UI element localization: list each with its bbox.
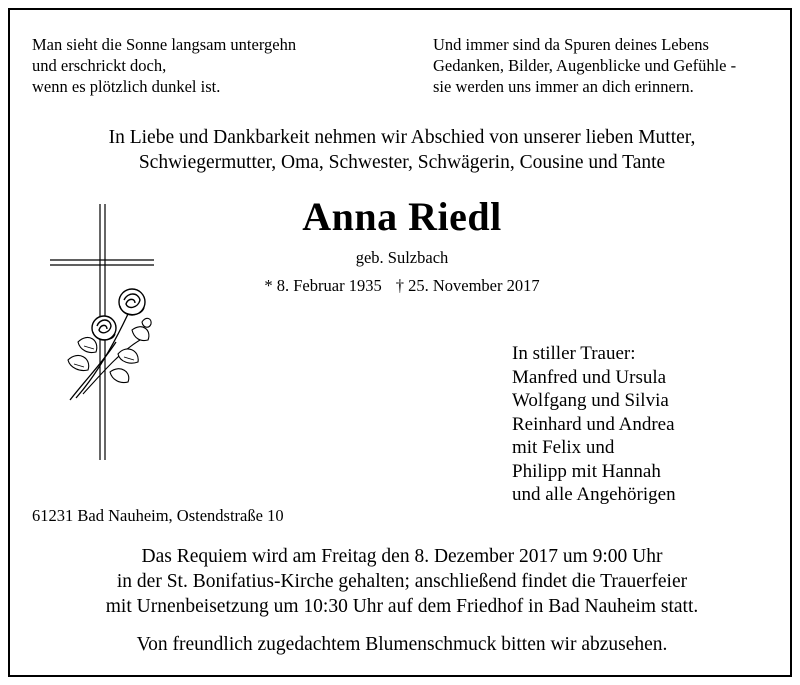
mourners-line: mit Felix und (512, 437, 615, 458)
cross-with-roses-icon (48, 202, 158, 462)
birth-date: * 8. Februar 1935 (264, 276, 382, 295)
service-line: in der St. Bonifatius-Kirche gehalten; anschließend findet die Trauerfeier (116, 571, 688, 592)
service-info (10, 544, 794, 619)
mourners-line: Philipp mit Hannah (512, 460, 661, 482)
intro-text (10, 125, 794, 175)
intro-line: In Liebe und Dankbarkeit nehmen wir Abschied von unserer lieben Mutter, (108, 127, 696, 148)
verse-right-line: Und immer sind da Spuren deines Lebens (433, 35, 709, 54)
verse-left (32, 34, 296, 97)
intro-line: Schwiegermutter, Oma, Schwester, Schwägerin, Cousine und Tante (138, 152, 666, 173)
mourners-line: Reinhard und Andrea (512, 413, 675, 435)
flowers-note: Von freundlich zugedachtem Blumenschmuck bitten wir abzusehen. (136, 634, 668, 655)
address: 61231 Bad Nauheim, Ostendstraße 10 (32, 506, 284, 525)
mourners-line: In stiller Trauer: (512, 343, 636, 364)
mourners-line: Manfred und Ursula (512, 366, 667, 388)
mourners-line: und alle Angehörigen (512, 484, 676, 505)
verse-left-line: Man sieht die Sonne langsam untergehn (32, 35, 297, 54)
obituary-notice (8, 8, 792, 677)
service-line: Das Requiem wird am Freitag den 8. Dezember 2017 um 9:00 Uhr (141, 546, 663, 567)
verse-right-line: Gedanken, Bilder, Augenblicke und Gefühle - (433, 56, 737, 75)
deceased-name: Anna Riedl (302, 194, 502, 239)
service-line: mit Urnenbeisetzung um 10:30 Uhr auf dem Friedhof in Bad Nauheim statt. (105, 596, 699, 617)
maiden-name: geb. Sulzbach (355, 248, 449, 267)
mourners-list (512, 342, 676, 507)
verse-left-line: und erschrickt doch, (32, 56, 167, 75)
verse-right-line: sie werden uns immer an dich erinnern. (433, 77, 694, 96)
mourners-line: Wolfgang und Silvia (512, 390, 669, 411)
death-date: † 25. November 2017 (395, 276, 540, 295)
verse-left-line: wenn es plötzlich dunkel ist. (32, 77, 221, 96)
verse-right (433, 34, 736, 97)
